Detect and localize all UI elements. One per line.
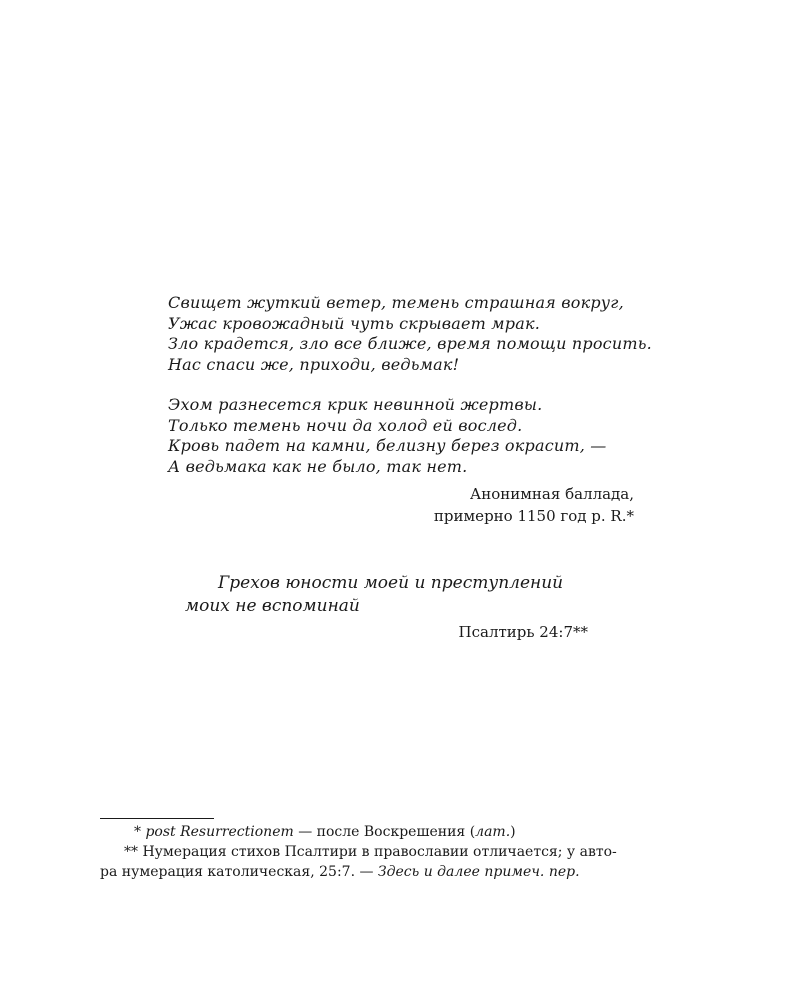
footnote-translation: — после Воскрешения (	[293, 824, 476, 840]
poem-line: Ужас кровожадный чуть скрывает мрак.	[168, 313, 540, 333]
footnotes	[100, 822, 680, 882]
stanza-2	[168, 395, 688, 477]
footnote-1	[100, 822, 680, 842]
poem-line: Эхом разнесется крик невинной жертвы.	[168, 395, 543, 414]
epigraph-source: Псалтирь 24:7**	[458, 623, 588, 641]
footnote-latin-phrase: post Resurrectionem	[145, 824, 294, 840]
footnote-2-line-1: ** Нумерация стихов Псалтири в православии отличается; у авто-	[124, 844, 617, 860]
ballad-poem	[168, 293, 688, 497]
footnote-2-text: ра нумерация католическая, 25:7. —	[100, 864, 378, 880]
epigraph-line-1: Грехов юности моей и преступлений	[218, 573, 564, 593]
footnote-marker: *	[134, 824, 141, 840]
ballad-attribution	[434, 483, 634, 527]
stanza-1	[168, 293, 688, 375]
poem-line: Только темень ночи да холод ей вослед.	[168, 415, 523, 435]
epigraph-line-2: моих не вспоминай	[185, 596, 360, 616]
attribution-line-2: примерно 1150 год p. R.*	[433, 507, 634, 525]
footnote-2-line-2	[100, 862, 680, 882]
poem-line: А ведьмака как не было, так нет.	[168, 456, 468, 476]
poem-line: Зло крадется, зло все ближе, время помощи просить.	[168, 334, 652, 353]
attribution-line-1: Анонимная баллада,	[469, 485, 634, 503]
footnote-lang: лат.	[475, 824, 511, 840]
psalm-epigraph	[185, 572, 605, 618]
footnote-divider	[100, 818, 214, 819]
footnote-2-note: Здесь и далее примеч. пер.	[377, 864, 580, 880]
poem-line: Кровь падет на камни, белизну берез окрасит, —	[168, 436, 607, 455]
footnote-close: )	[510, 824, 516, 840]
poem-line: Нас спаси же, приходи, ведьмак!	[168, 354, 460, 374]
poem-line: Свищет жуткий ветер, темень страшная вокруг,	[168, 293, 624, 312]
